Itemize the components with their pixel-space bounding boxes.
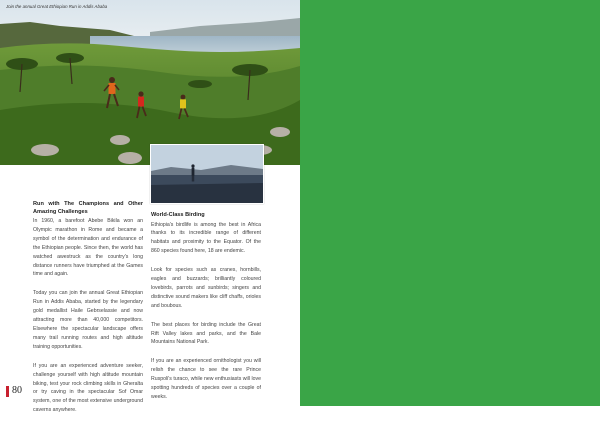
right-text-column <box>151 212 261 412</box>
inset-photo-lake <box>150 144 264 204</box>
brochure-page <box>0 0 300 414</box>
photo-caption: Join the annual Great Ethiopian Run in Addis Ababa <box>6 4 108 9</box>
paragraph: Look for species such as cranes, hornbills, eagles and buzzards; brilliantly coloured lovebirds, parrots and sunbirds; singers and distinctive sound makers like cliff chaffs, orioles and boubous. <box>151 267 261 309</box>
lake-silhouette-image <box>151 145 263 203</box>
runners-landscape-image <box>0 0 300 165</box>
green-side-panel <box>300 0 600 406</box>
page-number: 80 <box>12 385 22 396</box>
paragraph: Today you can join the annual Great Ethiopian Run in Addis Ababa, started by the legendary gold medallist Haile Gebrselassie and now attracting more than 40,000 competitors. Elsewhere the spectacular landscape offers many trail running routes and high altitude training opportunities. <box>33 290 143 350</box>
paragraph: Ethiopia's birdlife is among the best in Africa thanks to its incredible range of different habitats and proximity to the Equator. Of the 860 species found here, 18 are endemic. <box>151 221 261 255</box>
hero-photo-runners <box>0 0 300 165</box>
left-text-column <box>33 201 143 425</box>
paragraph: The best places for birding include the Great Rift Valley lakes and parks, and the Bale Mountains National Park. <box>151 321 261 346</box>
section-heading-birding: World-Class Birding <box>151 212 205 218</box>
page-number-marker <box>6 386 9 397</box>
paragraph: In 1960, a barefoot Abebe Bikila won an Olympic marathon in Rome and became a symbol of the determination and endurance of the Ethiopian people. Since then, the world has watched awestruck as the country's long distance runners have triumphed at the Games time and again. <box>33 218 143 278</box>
paragraph: If you are an experienced ornithologist you will relish the chance to see the rare Prince Ruspoli's turaco, while new enthusiasts will love spotting hundreds of species over a couple of weeks. <box>151 358 261 400</box>
paragraph: If you are an experienced adventure seeker, challenge yourself with high altitude mountain biking, test your rock climbing skills in Gheralta or try caving in the spectacular Sof Omar system, one of the most extensive underground caverns anywhere. <box>33 362 143 414</box>
section-heading-run: Run with The Champions and Other Amazing Challenges <box>33 201 143 215</box>
